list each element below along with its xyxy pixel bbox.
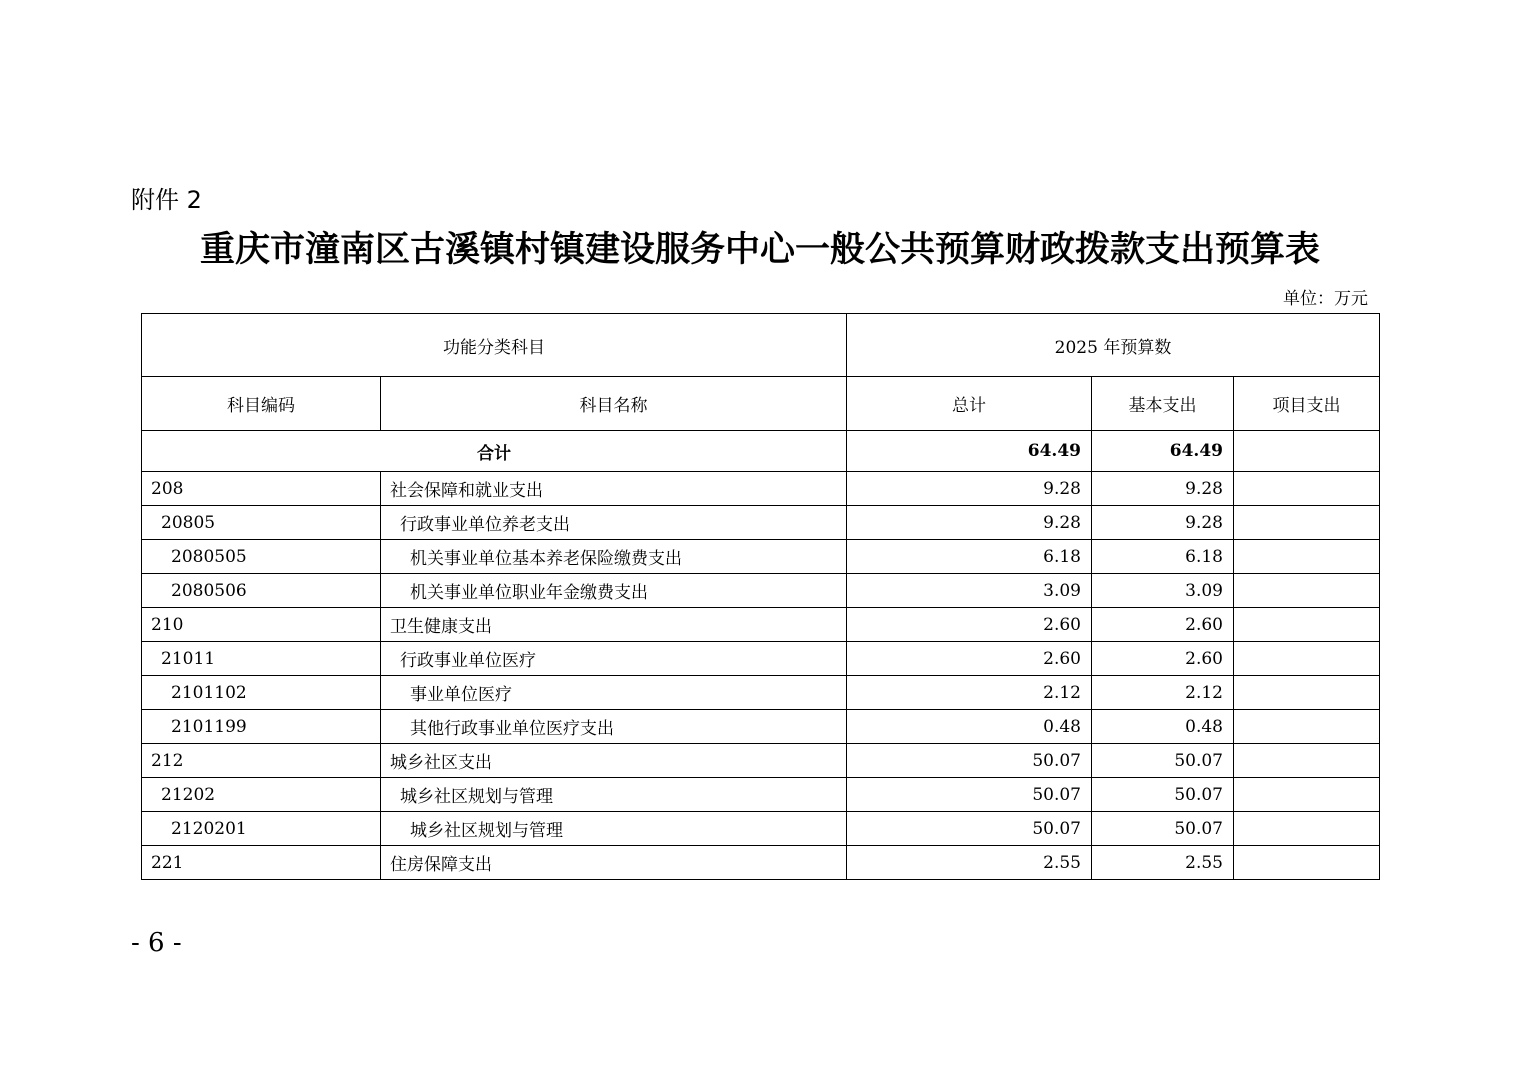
table-row xyxy=(142,812,1380,846)
table-row xyxy=(142,676,1380,710)
cell-project xyxy=(1234,778,1380,812)
cell-name: 城乡社区支出 xyxy=(381,744,847,778)
cell-basic: 50.07 xyxy=(1092,812,1234,846)
cell-code: 2120201 xyxy=(142,812,381,846)
table-row xyxy=(142,540,1380,574)
cell-code: 210 xyxy=(142,608,381,642)
cell-code: 2080506 xyxy=(142,574,381,608)
cell-total: 50.07 xyxy=(847,778,1092,812)
page-title: 重庆市潼南区古溪镇村镇建设服务中心一般公共预算财政拨款支出预算表 xyxy=(199,230,1320,270)
cell-code: 212 xyxy=(142,744,381,778)
cell-name: 行政事业单位医疗 xyxy=(381,642,847,676)
cell-project xyxy=(1234,642,1380,676)
header-function-category: 功能分类科目 xyxy=(142,314,847,377)
cell-basic: 3.09 xyxy=(1092,574,1234,608)
cell-code: 2080505 xyxy=(142,540,381,574)
header-basic: 基本支出 xyxy=(1092,377,1234,431)
cell-basic: 2.60 xyxy=(1092,642,1234,676)
cell-code: 2101199 xyxy=(142,710,381,744)
cell-basic: 2.55 xyxy=(1092,846,1234,880)
cell-code: 21202 xyxy=(142,778,381,812)
cell-total: 0.48 xyxy=(847,710,1092,744)
cell-basic: 9.28 xyxy=(1092,472,1234,506)
cell-code: 21011 xyxy=(142,642,381,676)
cell-project xyxy=(1234,676,1380,710)
cell-project xyxy=(1234,506,1380,540)
unit-label: 单位：万元 xyxy=(1283,289,1368,309)
cell-name: 城乡社区规划与管理 xyxy=(381,778,847,812)
total-basic: 64.49 xyxy=(1092,431,1234,472)
cell-basic: 6.18 xyxy=(1092,540,1234,574)
attachment-label: 附件 2 xyxy=(131,186,202,214)
header-name: 科目名称 xyxy=(381,377,847,431)
table-row xyxy=(142,608,1380,642)
header-total: 总计 xyxy=(847,377,1092,431)
cell-name: 社会保障和就业支出 xyxy=(381,472,847,506)
table-row xyxy=(142,744,1380,778)
table-row xyxy=(142,846,1380,880)
page-number: - 6 - xyxy=(131,928,182,958)
cell-basic: 0.48 xyxy=(1092,710,1234,744)
cell-total: 2.60 xyxy=(847,608,1092,642)
table-row xyxy=(142,574,1380,608)
cell-basic: 9.28 xyxy=(1092,506,1234,540)
cell-code: 221 xyxy=(142,846,381,880)
cell-name: 事业单位医疗 xyxy=(381,676,847,710)
cell-project xyxy=(1234,846,1380,880)
cell-total: 50.07 xyxy=(847,744,1092,778)
cell-total: 50.07 xyxy=(847,812,1092,846)
cell-basic: 2.60 xyxy=(1092,608,1234,642)
header-project: 项目支出 xyxy=(1234,377,1380,431)
table-row xyxy=(142,710,1380,744)
header-budget-year: 2025 年预算数 xyxy=(847,314,1380,377)
cell-basic: 50.07 xyxy=(1092,744,1234,778)
table-row xyxy=(142,472,1380,506)
header-group-row xyxy=(142,314,1380,377)
cell-total: 9.28 xyxy=(847,506,1092,540)
header-columns-row xyxy=(142,377,1380,431)
total-value: 64.49 xyxy=(847,431,1092,472)
cell-total: 3.09 xyxy=(847,574,1092,608)
cell-project xyxy=(1234,608,1380,642)
cell-total: 6.18 xyxy=(847,540,1092,574)
cell-name: 住房保障支出 xyxy=(381,846,847,880)
cell-project xyxy=(1234,812,1380,846)
cell-code: 208 xyxy=(142,472,381,506)
cell-name: 行政事业单位养老支出 xyxy=(381,506,847,540)
cell-name: 卫生健康支出 xyxy=(381,608,847,642)
cell-total: 2.12 xyxy=(847,676,1092,710)
cell-total: 2.55 xyxy=(847,846,1092,880)
table-row xyxy=(142,642,1380,676)
cell-name: 机关事业单位基本养老保险缴费支出 xyxy=(381,540,847,574)
cell-name: 机关事业单位职业年金缴费支出 xyxy=(381,574,847,608)
cell-basic: 50.07 xyxy=(1092,778,1234,812)
total-row xyxy=(142,431,1380,472)
cell-name: 城乡社区规划与管理 xyxy=(381,812,847,846)
table-row xyxy=(142,506,1380,540)
cell-project xyxy=(1234,574,1380,608)
cell-project xyxy=(1234,744,1380,778)
table-row xyxy=(142,778,1380,812)
cell-basic: 2.12 xyxy=(1092,676,1234,710)
header-code: 科目编码 xyxy=(142,377,381,431)
total-label: 合计 xyxy=(142,431,847,472)
cell-project xyxy=(1234,472,1380,506)
budget-table xyxy=(141,313,1380,880)
cell-code: 2101102 xyxy=(142,676,381,710)
cell-project xyxy=(1234,540,1380,574)
total-project xyxy=(1234,431,1380,472)
cell-code: 20805 xyxy=(142,506,381,540)
cell-total: 2.60 xyxy=(847,642,1092,676)
cell-name: 其他行政事业单位医疗支出 xyxy=(381,710,847,744)
cell-total: 9.28 xyxy=(847,472,1092,506)
cell-project xyxy=(1234,710,1380,744)
